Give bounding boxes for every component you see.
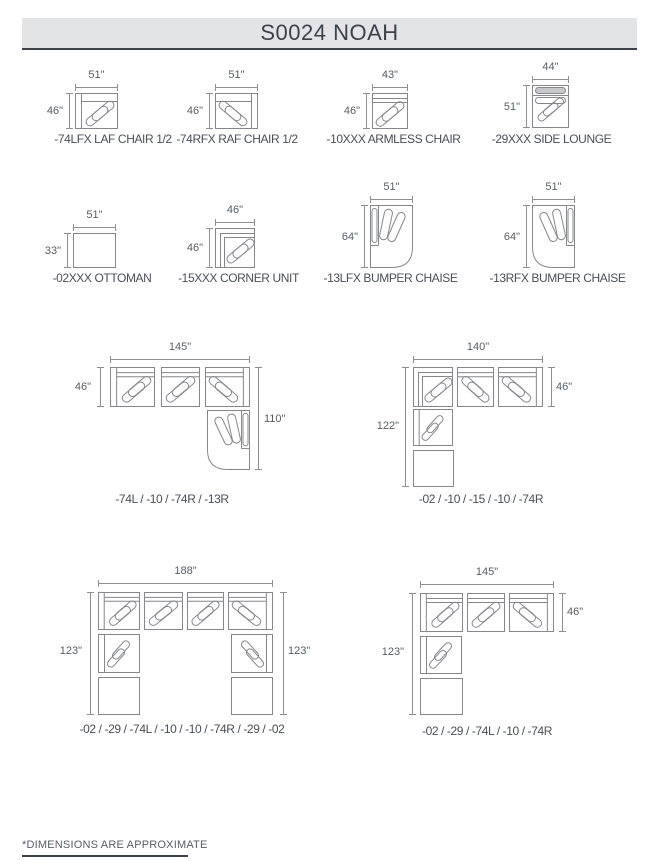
ottoman-diagram xyxy=(420,678,463,715)
width-dim-line xyxy=(413,356,543,363)
footer-rule xyxy=(22,855,188,857)
right-dim-label: 46" xyxy=(567,606,584,618)
left-dim-line xyxy=(97,367,104,407)
left-dim-label: 122" xyxy=(376,420,399,432)
width-dim-label: 44" xyxy=(542,61,559,73)
height-dim-line xyxy=(523,205,530,268)
width-dim-line xyxy=(215,84,258,91)
piece-label: -10XXX ARMLESS CHAIR xyxy=(326,132,461,146)
right-dim-line xyxy=(548,367,555,407)
raf-chair-diagram xyxy=(498,367,543,407)
right-dim-line xyxy=(559,593,566,632)
right-dim-line xyxy=(280,592,287,715)
side-lounge-diagram xyxy=(532,85,569,128)
width-dim-label: 51" xyxy=(228,69,245,81)
left-dim-label: 123" xyxy=(381,646,404,658)
height-dim-label: 51" xyxy=(503,101,520,113)
bumper-chaise-raf-diagram xyxy=(207,410,250,470)
width-dim-label: 145" xyxy=(475,566,499,578)
armless-chair-diagram xyxy=(372,93,408,129)
width-dim-label: 51" xyxy=(545,181,562,193)
left-dim-label: 123" xyxy=(59,645,82,657)
config-label: -02 / -10 / -15 / -10 / -74R xyxy=(418,492,544,506)
dimensions-footnote: *DIMENSIONS ARE APPROXIMATE xyxy=(22,839,208,851)
height-dim-line xyxy=(206,93,213,129)
height-dim-line xyxy=(361,205,368,268)
raf-chair-diagram xyxy=(509,593,554,632)
width-dim-line xyxy=(98,580,273,587)
side-lounge-rotated-diagram xyxy=(420,636,462,674)
corner-unit-diagram xyxy=(215,228,255,268)
title-underline xyxy=(22,48,637,50)
ottoman-diagram xyxy=(98,677,140,715)
right-dim-label: 110" xyxy=(264,413,286,425)
raf-chair-diagram xyxy=(215,93,258,129)
right-dim-label: 46" xyxy=(556,381,573,393)
ottoman-diagram xyxy=(231,677,273,715)
page-title: S0024 NOAH xyxy=(260,20,399,45)
armless-chair-rotated-diagram xyxy=(413,409,453,446)
height-dim-label: 33" xyxy=(44,245,61,257)
piece-label: -29XXX SIDE LOUNGE xyxy=(491,132,612,146)
armless-chair-diagram xyxy=(467,593,505,632)
width-dim-line xyxy=(73,224,116,231)
ottoman-diagram xyxy=(413,450,454,487)
config-label: -02 / -29 / -74L / -10 / -74R xyxy=(421,724,553,738)
width-dim-label: 51" xyxy=(86,209,103,221)
laf-chair-diagram xyxy=(110,367,155,407)
width-dim-label: 140" xyxy=(466,341,490,353)
height-dim-label: 46" xyxy=(186,105,203,117)
height-dim-label: 64" xyxy=(341,231,358,243)
height-dim-line xyxy=(523,85,530,128)
height-dim-label: 46" xyxy=(186,242,203,254)
width-dim-label: 145" xyxy=(168,341,192,353)
armless-chair-diagram xyxy=(161,367,200,407)
config-label: -74L / -10 / -74R / -13R xyxy=(115,492,229,506)
side-lounge-rotated-diagram xyxy=(98,634,140,673)
width-dim-label: 51" xyxy=(383,181,400,193)
piece-label: -15XXX CORNER UNIT xyxy=(178,271,299,285)
width-dim-line xyxy=(532,196,575,203)
height-dim-label: 46" xyxy=(46,105,63,117)
height-dim-line xyxy=(206,228,213,268)
left-dim-line xyxy=(402,367,409,487)
right-dim-label: 123" xyxy=(288,645,311,657)
width-dim-line xyxy=(370,196,413,203)
raf-chair-diagram xyxy=(228,592,273,630)
height-dim-line xyxy=(64,233,71,268)
left-dim-line xyxy=(409,593,416,715)
side-lounge-rotated-diagram xyxy=(231,634,273,673)
height-dim-line xyxy=(66,93,73,129)
ottoman-diagram xyxy=(73,233,116,268)
armless-chair-diagram xyxy=(457,367,494,407)
laf-chair-diagram xyxy=(420,593,463,632)
page-title-banner xyxy=(22,18,637,48)
width-dim-label: 43" xyxy=(381,69,399,81)
piece-label: -13LFX BUMPER CHAISE xyxy=(323,271,458,285)
left-dim-line xyxy=(87,592,94,715)
piece-label: -74LFX LAF CHAIR 1/2 xyxy=(54,132,172,146)
width-dim-line xyxy=(110,356,250,363)
width-dim-label: 188" xyxy=(174,565,197,577)
bumper-chaise-laf-diagram xyxy=(370,205,413,268)
width-dim-line xyxy=(532,76,569,83)
bumper-chaise-raf-diagram xyxy=(532,205,575,268)
piece-label: -13RFX BUMPER CHAISE xyxy=(489,271,626,285)
laf-chair-diagram xyxy=(98,592,140,630)
width-dim-line xyxy=(420,581,554,588)
piece-label: -02XXX OTTOMAN xyxy=(52,271,152,285)
laf-chair-diagram xyxy=(75,93,118,129)
width-dim-line xyxy=(372,84,408,91)
config-label: -02 / -29 / -74L / -10 / -10 / -74R / -29 / -02 xyxy=(79,722,285,736)
corner-unit-diagram xyxy=(413,367,453,407)
height-dim-label: 64" xyxy=(503,231,520,243)
armless-chair-diagram xyxy=(187,592,224,630)
width-dim-line xyxy=(75,84,118,91)
height-dim-line xyxy=(363,93,370,129)
armless-chair-diagram xyxy=(144,592,183,630)
width-dim-line xyxy=(215,219,255,226)
height-dim-label: 46" xyxy=(343,105,360,117)
piece-label: -74RFX RAF CHAIR 1/2 xyxy=(176,132,298,146)
right-dim-line xyxy=(255,367,262,470)
width-dim-label: 51" xyxy=(88,69,105,81)
raf-chair-diagram xyxy=(205,367,250,407)
width-dim-label: 46" xyxy=(226,204,244,216)
left-dim-label: 46" xyxy=(74,381,91,393)
